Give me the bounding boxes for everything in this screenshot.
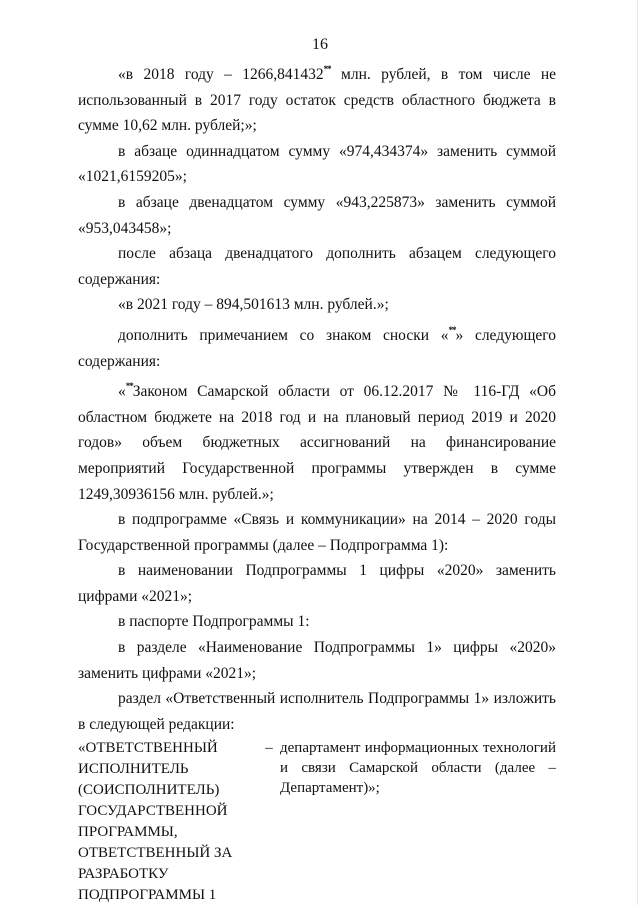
- paragraph-text: дополнить примечанием со знаком сноски «: [118, 326, 449, 344]
- paragraph-1: [78, 57, 556, 139]
- paragraph-text: в подпрограмме «Связь и коммуникации» на 2014 – 2020 годы Государственной программы (далее – Подпрограмма 1):: [78, 511, 556, 554]
- paragraph-8: [78, 507, 556, 558]
- paragraph-text: раздел «Ответственный исполнитель Подпрограммы 1» изложить в следующей редакции:: [78, 690, 556, 733]
- paragraph-text: в абзаце одиннадцатом сумму «974,434374» заменить суммой «1021,6159205»;: [78, 142, 556, 186]
- paragraph-text: «в 2021 году – 894,501613 млн. рублей.»;: [118, 296, 389, 314]
- paragraph-12: [78, 686, 556, 737]
- paragraph-9: [78, 558, 556, 609]
- paragraph-10: [78, 609, 556, 635]
- table-left-line: ИСПОЛНИТЕЛЬ: [78, 761, 189, 778]
- document-body: [78, 57, 556, 906]
- paragraph-text: в разделе «Наименование Подпрограммы 1» цифры «2020» заменить цифрами «2021»;: [78, 639, 556, 682]
- paragraph-11: [78, 635, 556, 686]
- paragraph-text: «в 2018 году – 1266,841432: [118, 66, 324, 83]
- paragraph-text: в паспорте Подпрограммы 1:: [118, 613, 310, 631]
- page-number: 16: [312, 36, 328, 53]
- table-left-cell: [78, 738, 258, 906]
- footnote-mark: **: [323, 64, 331, 74]
- paragraph-7: [78, 374, 556, 507]
- table-left-line: ОТВЕТСТВЕННЫЙ ЗА: [78, 845, 233, 862]
- paragraph-6: [78, 318, 556, 374]
- paragraph-text: в наименовании Подпрограммы 1 цифры «2020» заменить цифрами «2021»;: [78, 562, 556, 605]
- paragraph-text: » следующего содержания:: [78, 326, 556, 370]
- table-dash: –: [265, 740, 273, 757]
- table-left-line: (СОИСПОЛНИТЕЛЬ): [78, 782, 220, 799]
- paragraph-text: в абзаце двенадцатом сумму «943,225873» заменить суммой «953,043458»;: [78, 193, 556, 237]
- footnote-mark: **: [125, 381, 133, 392]
- paragraph-text: млн. рублей, в том числе не использованный в 2017 году остаток средств областного бюджета в сумме 10,62 млн. рублей;»;: [78, 66, 557, 135]
- table-left-line: РАЗРАБОТКУ: [78, 866, 169, 883]
- table-right-cell: департамент информационных технологий и связи Самарской области (далее – Департамент)»;: [280, 740, 556, 797]
- paragraph-text: Законом Самарской области от 06.12.2017 № 116-ГД «Об областном бюджете на 2018 год и на плановый период 2019 и 2020 годов» объем бюджетных ассигнований на финансирование мероприятий Государственной программы утвержден в сумме 1249,30936156 млн. рублей.»;: [78, 383, 556, 503]
- paragraph-5: [78, 292, 556, 318]
- table-left-line: ПОДПРОГРАММЫ 1: [78, 887, 217, 904]
- table-left-line: ГОСУДАРСТВЕННОЙ: [78, 803, 228, 820]
- paragraph-4: [78, 241, 556, 292]
- paragraph-text: «: [118, 383, 126, 401]
- paragraph-3: [78, 190, 556, 241]
- responsible-executor-table: [78, 738, 556, 906]
- scan-edge: [637, 0, 638, 905]
- paragraph-2: [78, 139, 556, 190]
- footnote-mark: **: [448, 324, 456, 335]
- table-left-line: ПРОГРАММЫ,: [78, 824, 178, 841]
- paragraph-text: после абзаца двенадцатого дополнить абзацем следующего содержания:: [78, 245, 556, 288]
- table-left-line: «ОТВЕТСТВЕННЫЙ: [78, 740, 218, 757]
